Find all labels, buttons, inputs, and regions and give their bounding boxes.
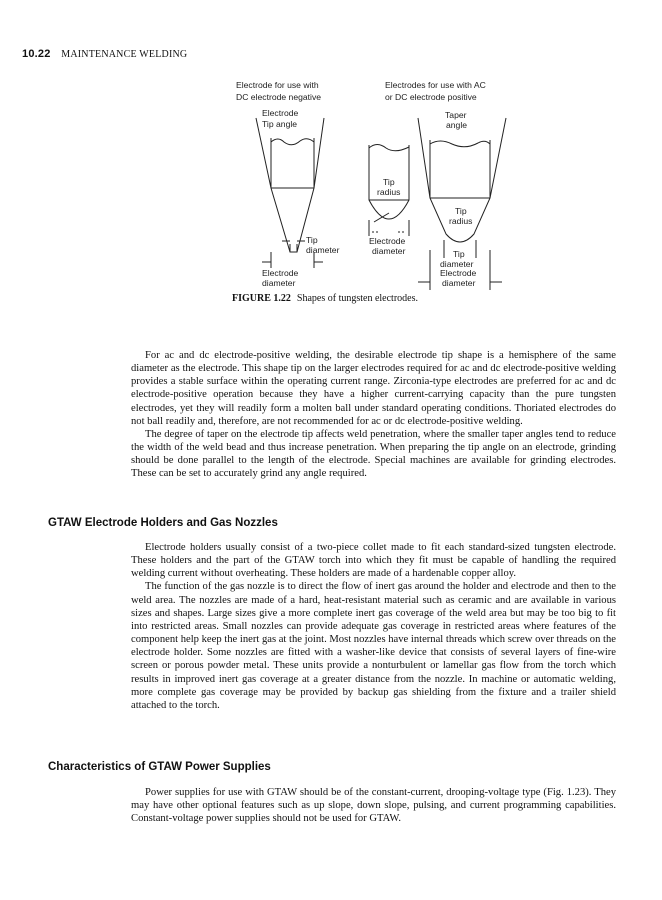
paragraph: Electrode holders usually consist of a two-piece collet made to fit each standard-sized tungsten electrode. These holders and the part of the GTAW torch into which they fit must be capable of handling the required welding current without overheating. These holders are made of a hardenable copper alloy. (131, 542, 616, 580)
right-electrode-diameter-label-2: diameter (442, 278, 476, 288)
section-heading-power-supplies: Characteristics of GTAW Power Supplies (48, 761, 271, 773)
paragraph: The function of the gas nozzle is to direct the flow of inert gas around the holder and electrode and then to the weld area. The nozzles are made of a hard, heat-resistant material such as ceramic and are available in various sizes and shapes. Large sizes give a more complete inert gas coverage of the weld area but may be too big to fit into restricted areas. Small nozzles can provide adequate gas coverage in restricted areas where features of the component help keep the inert gas at the joint. Most nozzles have internal threads which screw over threads on the electrode holder. Some nozzles are fitted with a washer-like device that consists of several layers of fine-wire screen or porous powder metal. These units provide a nonturbulent or lamellar gas flow from the torch which results in improved inert gas coverage at a greater distance from the nozzle. In machine or automatic welding, more complete gas coverage may be provided by backup gas shielding from the fixture and a trailer shield attached to the torch. (131, 581, 616, 711)
taper-angle-label-2: angle (446, 120, 468, 130)
left-electrode-title-1: Electrode for use with (236, 80, 319, 90)
running-title: MAINTENANCE WELDING (61, 49, 188, 60)
figure-tungsten-electrodes (0, 0, 662, 310)
paragraph: For ac and dc electrode-positive welding, the desirable electrode tip shape is a hemisphere of the same diameter as the electrode. This shape tip on the larger electrodes required for ac and dc electrode-positive welding provides a stable surface within the operating current range. Zirconia-type electrodes are preferred for ac and dc electrode-positive operation because they have a higher current-carrying capacity than the pure tungsten electrodes, yet they will readily form a molten ball under standard operating conditions. Thoriated electrodes do not ball readily and, therefore, are not recommended for ac or dc electrode-positive welding. (131, 350, 616, 427)
electrode-diagram (0, 0, 662, 310)
paragraph: Power supplies for use with GTAW should be of the constant-current, drooping-voltage type (Fig. 1.23). They may have other optional features such as up slope, down slope, pulsing, and current programming capabilities. Constant-voltage power supplies should not be used for GTAW. (131, 787, 616, 825)
mid-electrode-diameter-label-1: Electrode (369, 236, 406, 246)
paragraph: The degree of taper on the electrode tip affects weld penetration, where the smaller taper angles tend to reduce the width of the weld bead and thus increase penetration. When preparing the tip angle on an electrode, grinding should be done parallel to the length of the electrode. Special machines are available for grinding electrodes. These can be set to accurately grind any angle required. (131, 428, 616, 480)
tip-angle-label-2: Tip angle (262, 119, 298, 129)
page-number: 10.22 (22, 48, 51, 60)
right-tip-radius-label-2: radius (449, 216, 473, 226)
caption-label: FIGURE 1.22 (232, 293, 291, 304)
right-tip-diameter-label-1: Tip (453, 249, 465, 259)
tip-angle-label-1: Electrode (262, 108, 299, 118)
mid-tip-radius-label-1: Tip (383, 177, 395, 187)
left-tip-diameter-label-1: Tip (306, 235, 318, 245)
left-electrode-diameter-label-1: Electrode (262, 268, 299, 278)
left-electrode-title-2: DC electrode negative (236, 92, 322, 102)
figure-caption (232, 293, 418, 304)
left-electrode-diameter-label-2: diameter (262, 278, 296, 288)
right-tip-radius-label-1: Tip (455, 206, 467, 216)
right-electrode-title-1: Electrodes for use with AC (385, 80, 486, 90)
right-electrode-diameter-label-1: Electrode (440, 268, 477, 278)
taper-angle-label-1: Taper (445, 110, 467, 120)
right-tip-diameter-label-2: diameter (440, 259, 474, 269)
section-heading-electrode-holders: GTAW Electrode Holders and Gas Nozzles (48, 517, 278, 529)
mid-electrode-diameter-label-2: diameter (372, 246, 406, 256)
section-power-supplies-text (131, 786, 616, 825)
intro-text (131, 349, 616, 481)
mid-tip-radius-label-2: radius (377, 187, 401, 197)
left-tip-diameter-label-2: diameter (306, 245, 340, 255)
caption-text: Shapes of tungsten electrodes. (296, 293, 418, 304)
right-electrode-title-2: or DC electrode positive (385, 92, 477, 102)
section-electrode-holders-text (131, 541, 616, 712)
